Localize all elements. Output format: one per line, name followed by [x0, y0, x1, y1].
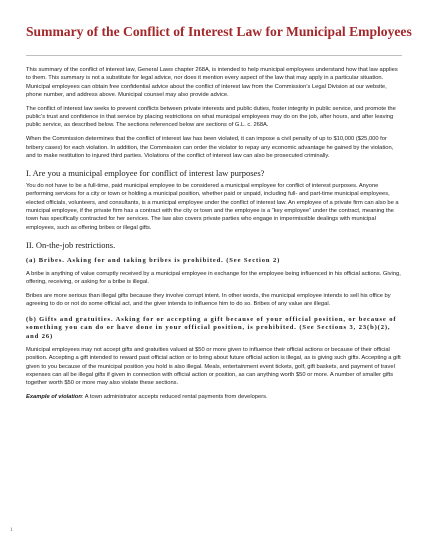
subsection-a-heading: (a) Bribes. Asking for and taking bribes is prohibited. (See Section 2): [26, 256, 281, 264]
subsection-a-paragraph-2: Bribes are more serious than illegal gifts because they involve corrupt intent. In other words, the municipal employee intends to sell his office by agreeing to do or not do some official act, and the giver intends to influence him to do so. Bribes of any value are illegal.: [26, 292, 391, 308]
subsection-b-paragraph: Municipal employees may not accept gifts and gratuities valued at $50 or more given to influence their official actions or because of their official position. Accepting a gift intended to reward past official action or to bring about future official action is illegal, as is giving such gifts. Accepting a gift given to you because of the municipal position you hold is also illegal. Meals, entertainment event tickets, golf, gift baskets, and payment of travel expenses can all be illegal gifts if given in connection with official action or position, as can anything worth $50 or more. A number of smaller gifts together worth $50 or more may also violate these sections.: [26, 346, 401, 387]
example-of-violation: [26, 393, 402, 401]
section-1-heading: I. Are you a municipal employee for conflict of interest law purposes?: [26, 168, 265, 179]
subsection-a-paragraph-1: A bribe is anything of value corruptly received by a municipal employee in exchange for the employee being influenced in his official actions. Giving, offering, receiving, or asking for a bribe is illegal.: [26, 270, 401, 286]
intro-paragraph-1: This summary of the conflict of interest law, General Laws chapter 268A, is intended to help municipal employees understand how that law applies to them. This summary is not a substitute for legal advice, nor does it mention every aspect of the law that may apply in a particular situation. Municipal employees can obtain free confidential advice about the conflict of interest law from the Commission’s Legal Division at our website, phone number, and address above. Municipal counsel may also provide advice.: [26, 67, 398, 98]
subsection-b-heading: (b) Gifts and gratuities. Asking for or accepting a gift because of your official position, or because of something you can do or have done in your official position, is prohibited. (See Sections 3, 23(b)(2), and 26): [26, 315, 397, 341]
title-divider: [26, 55, 402, 56]
document-title: Summary of the Conflict of Interest Law for Municipal Employees: [26, 24, 412, 39]
section-1-body: You do not have to be a full-time, paid municipal employee to be considered a municipal employee for conflict of interest purposes. Anyone performing services for a city or town or holding a municipal position, whether paid or unpaid, including full- and part-time municipal employees, elected officials, volunteers, and consultants, is a municipal employee under the conflict of interest law. An employee of a private firm can also be a municipal employee, if the private firm has a contract with the city or town and the employee is a “key employee” under the contract, meaning the town has specifically contracted for her services. The law also covers private parties who engage in impermissible dealings with municipal employees, such as offering bribes or illegal gifts.: [26, 183, 399, 231]
page-number: 1: [10, 528, 13, 533]
example-label: Example of violation: [26, 393, 82, 400]
example-text: : A town administrator accepts reduced rental payments from developers.: [81, 393, 268, 400]
intro-paragraph-3: When the Commission determines that the conflict of interest law has been violated, it can impose a civil penalty of up to $10,000 ($25,000 for bribery cases) for each violation. In addition, the Commission can order the violator to repay any economic advantage he gained by the violation, and to make restitution to injured third parties. Violations of the conflict of interest law can also be prosecuted criminally.: [26, 136, 394, 159]
section-2-heading: II. On-the-job restrictions.: [26, 239, 116, 250]
intro-paragraph-2: The conflict of interest law seeks to prevent conflicts between private interests and public duties, foster integrity in public service, and promote the public’s trust and confidence in that service by placing restrictions on what municipal employees may do on the job, after hours, and after leaving public service, as described below. The sections referenced below are sections of G.L. c. 268A.: [26, 105, 396, 129]
